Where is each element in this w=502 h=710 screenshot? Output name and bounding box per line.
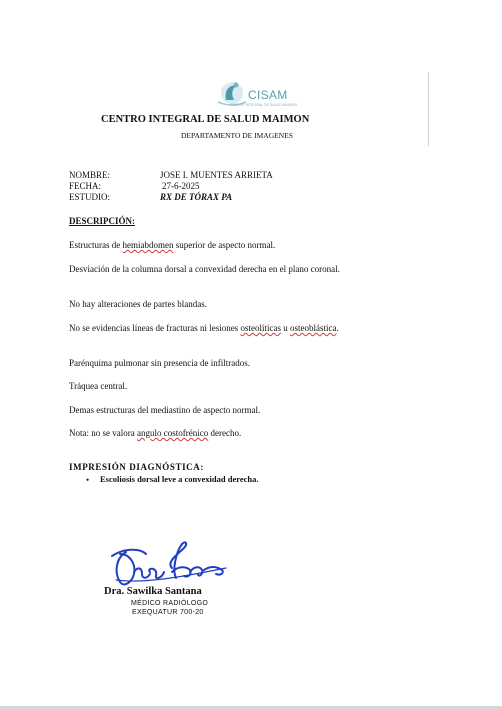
description-heading: DESCRIPCIÓN: [69, 216, 136, 226]
finding-paragraph: Tráquea central. [69, 381, 128, 391]
logo-subtext: CENTRO INTEGRAL DE SALUD MAIMON [230, 103, 297, 107]
doctor-exequatur: EXEQUATUR 700-20 [132, 609, 204, 616]
impression-item: Escoliosis dorsal leve a convexidad derecha. [100, 474, 259, 484]
spellcheck-word: osteoblástica [289, 323, 337, 333]
finding-text: derecho. [208, 428, 242, 438]
study-label: ESTUDIO: [69, 192, 110, 202]
finding-text: u [280, 323, 290, 333]
spellcheck-word: angulo costofrénico [136, 428, 209, 438]
finding-text: superior de aspecto normal. [173, 240, 276, 250]
finding-paragraph: Parénquima pulmonar sin presencia de infiltrados. [69, 358, 250, 368]
finding-paragraph: No hay alteraciones de partes blandas. [69, 299, 207, 309]
logo-text: CISAM [248, 88, 288, 102]
doctor-name: Dra. Sawilka Santana [104, 586, 202, 597]
finding-paragraph: Demas estructuras del mediastino de aspecto normal. [69, 405, 261, 415]
clinic-title: CENTRO INTEGRAL DE SALUD MAIMON [101, 114, 310, 125]
doctor-role: MÉDICO RADIÓLOGO [131, 600, 209, 607]
finding-text: Estructuras de [69, 240, 123, 250]
date-label: FECHA: [69, 181, 102, 191]
study-value: RX DE TÓRAX PA [160, 192, 233, 202]
note-paragraph [69, 428, 399, 439]
page-bottom-edge [0, 706, 502, 710]
spellcheck-word: osteolíticas [240, 323, 281, 333]
finding-paragraph [69, 323, 399, 334]
finding-paragraph: Desviación de la columna dorsal a convexidad derecha en el plano coronal. [69, 264, 340, 274]
finding-text: No se evidencias líneas de fracturas ni lesiones [69, 323, 241, 333]
impression-heading: IMPRESIÓN DIAGNÓSTICA: [69, 462, 204, 472]
finding-paragraph [69, 240, 399, 251]
spellcheck-word: hemiabdomen [122, 240, 174, 250]
page-margin-line [428, 72, 429, 146]
finding-text: Nota: no se valora [69, 428, 137, 438]
finding-text: . [336, 323, 339, 333]
date-value: 27-6-2025 [162, 181, 200, 191]
handwritten-signature [106, 538, 232, 588]
name-value: JOSE I. MUENTES ARRIETA [160, 170, 273, 180]
bullet-icon: • [86, 475, 90, 485]
department-title: DEPARTAMENTO DE IMAGENES [181, 131, 293, 140]
name-label: NOMBRE: [69, 170, 111, 180]
